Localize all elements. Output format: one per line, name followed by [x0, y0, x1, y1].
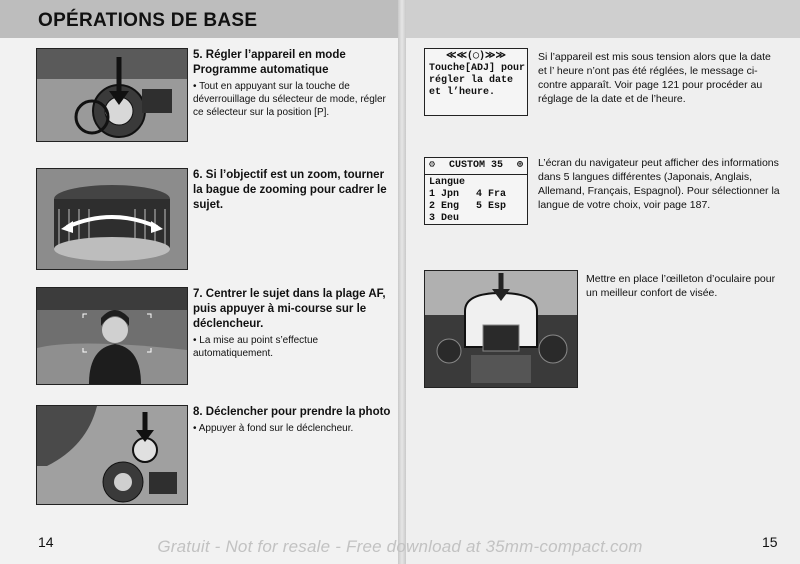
eyecup-illustration	[424, 270, 578, 388]
eyecup-explanation: Mettre en place l’œilleton d’oculaire pour un meilleur confort de visée.	[586, 273, 776, 299]
step-8-title: 8. Déclencher pour prendre la photo	[193, 406, 391, 418]
language-option	[476, 213, 523, 225]
mode-dial-illustration	[36, 48, 188, 142]
lcd-date-message	[424, 48, 528, 116]
custom-icon: ⚙	[429, 160, 436, 171]
step-8-bullet: • Appuyer à fond sur le déclencheur.	[193, 422, 393, 435]
date-explanation: Si l’appareil est mis sous tension alors que la date et l’ heure n’ont pas été réglées, le message ci-contre apparaît. Voir page 121 pour procéder au réglage de la date et de l’heure.	[538, 51, 771, 105]
language-option: 3 Deu	[429, 213, 460, 224]
language-option: 2 Eng	[429, 201, 460, 212]
step-8-text	[193, 405, 393, 435]
page-number-right: 15	[762, 534, 778, 550]
language-option: 4 Fra	[476, 189, 507, 200]
page-number-left: 14	[38, 534, 54, 550]
step-5-bullet: • Tout en appuyant sur la touche de déverrouillage du sélecteur de mode, régler ce sélecteur sur la position [P].	[193, 80, 393, 119]
language-option: 5 Esp	[476, 201, 507, 212]
page-gutter	[398, 0, 406, 564]
lcd-language-title: CUSTOM 35	[448, 160, 503, 171]
step-6-title: 6. Si l’objectif est un zoom, tourner la bague de zooming pour cadrer le sujet.	[193, 169, 387, 211]
lcd-date-line-2: régler la date	[429, 75, 514, 86]
step-7-text	[193, 287, 393, 360]
lcd-date-line-1: Touche[ADJ] pour	[429, 63, 526, 74]
page-title: OPÉRATIONS DE BASE	[38, 10, 258, 31]
language-option: 1 Jpn	[429, 189, 460, 200]
shutter-button-illustration	[36, 405, 188, 505]
step-7-title: 7. Centrer le sujet dans la plage AF, puis appuyer à mi-course sur le déclencheur.	[193, 288, 386, 330]
zoom-ring-illustration	[36, 168, 188, 270]
step-5-text	[193, 48, 393, 119]
target-icon: ⊕	[516, 160, 523, 171]
lcd-date-icon-row: ≪≪(◯)≫≫	[446, 51, 506, 62]
language-explanation: L’écran du navigateur peut afficher des informations dans 5 langues différentes (Japonais, Anglais, Allemand, Français, Espagnol). Pour sélectionner la langue de votre choix, voir page 187.	[538, 157, 780, 211]
lcd-language-menu	[424, 157, 528, 225]
lcd-language-label: Langue	[429, 177, 466, 188]
lcd-language-header	[425, 158, 527, 175]
watermark: Gratuit - Not for resale - Free download at 35mm-compact.com	[157, 537, 643, 556]
step-7-bullet: • La mise au point s’effectue automatiquement.	[193, 334, 393, 360]
lcd-date-line-3: et l’heure.	[429, 87, 496, 98]
language-options	[429, 189, 523, 225]
title-bar-right	[406, 0, 800, 38]
portrait-photo	[36, 287, 188, 385]
step-5-title: 5. Régler l’appareil en mode Programme automatique	[193, 49, 346, 76]
step-6-text	[193, 168, 393, 213]
